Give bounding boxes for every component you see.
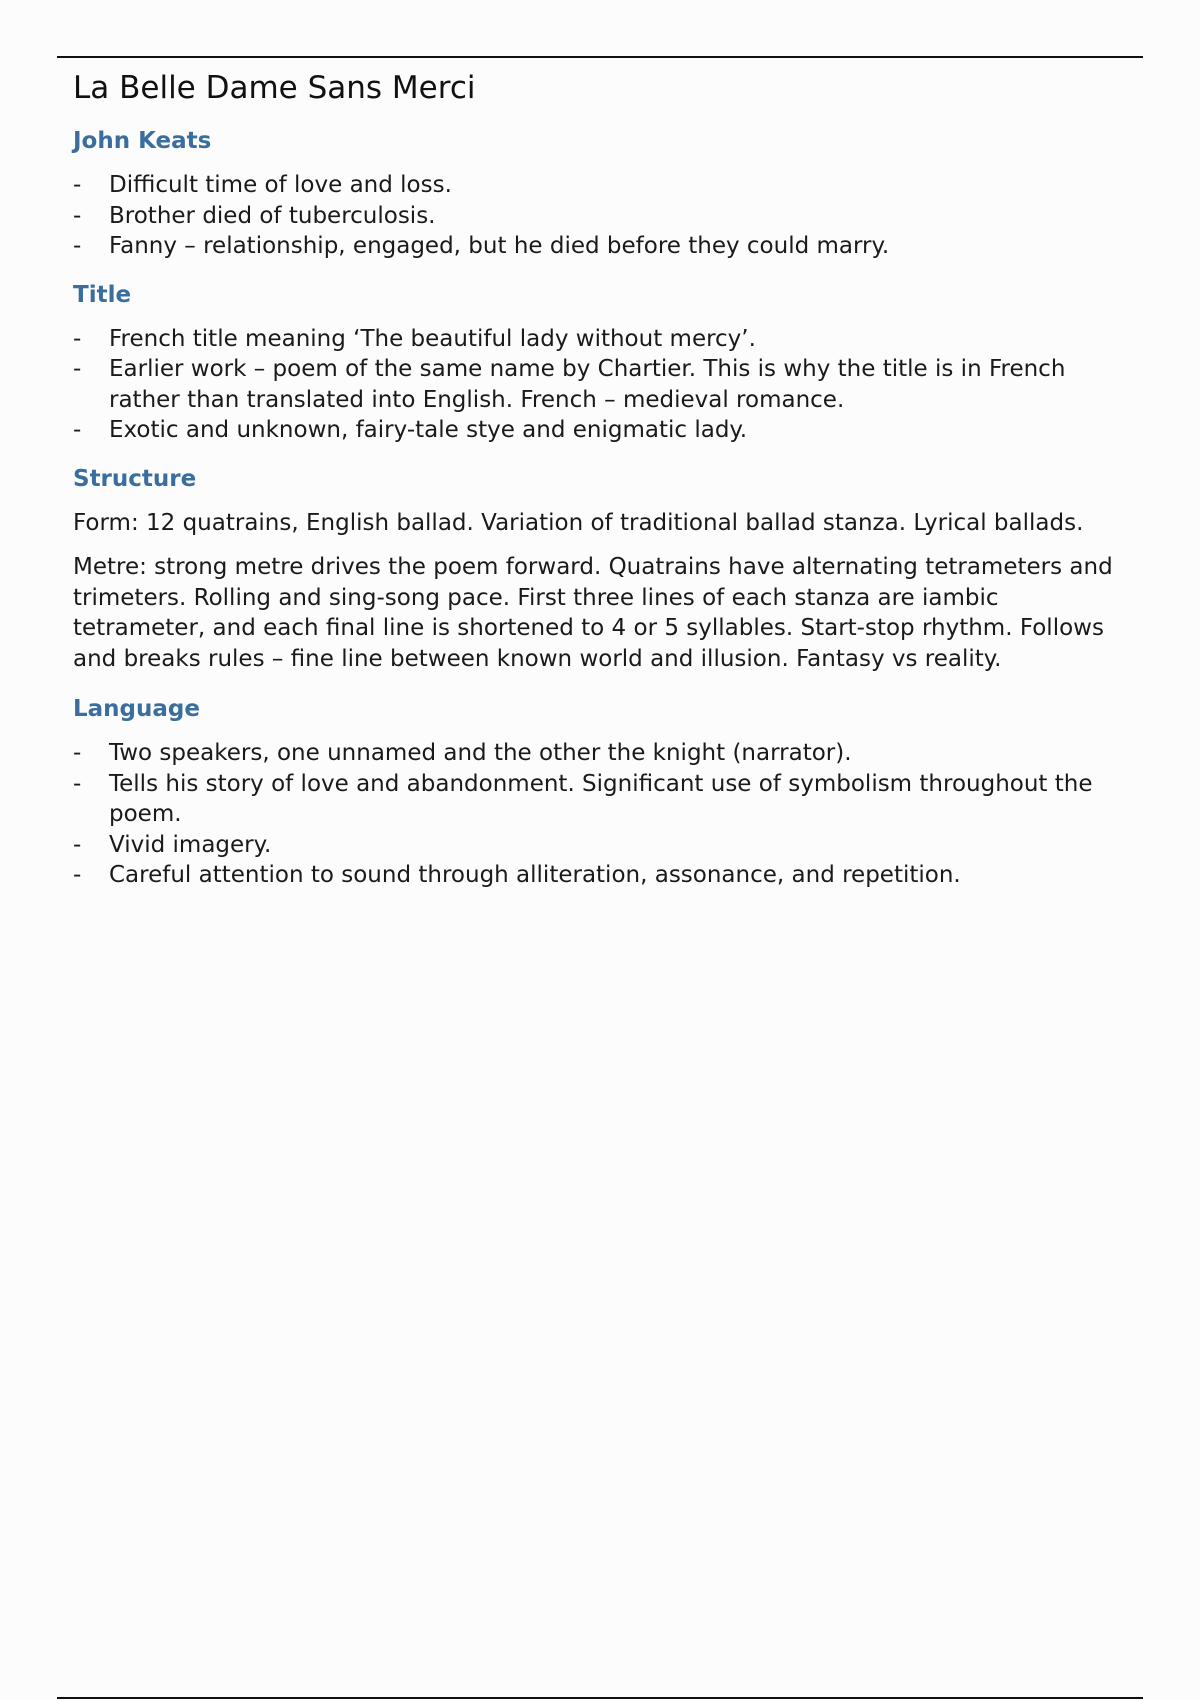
list-item-text: Earlier work – poem of the same name by Chartier. This is why the title is in French rather than translated into English. French – medieval romance.: [109, 356, 1066, 413]
bullet-dash: -: [73, 740, 82, 766]
bullet-dash: -: [73, 770, 82, 797]
bullet-dash: -: [73, 356, 82, 382]
title-list: [73, 324, 1123, 446]
structure-form-paragraph: Form: 12 quatrains, English ballad. Variation of traditional ballad stanza. Lyrical ballads.: [73, 509, 1084, 536]
list-item: [73, 170, 1123, 201]
bullet-dash: -: [73, 172, 82, 198]
list-item: [73, 231, 1123, 262]
bullet-dash: -: [73, 325, 82, 352]
list-item: [73, 738, 1123, 769]
list-item-text: Vivid imagery.: [109, 831, 272, 858]
bullet-dash: -: [73, 202, 82, 229]
list-item-text: Tells his story of love and abandonment. Significant use of symbolism throughout the poem.: [109, 770, 1093, 827]
section-heading-language: Language: [73, 696, 200, 722]
document-page: [73, 68, 1123, 909]
list-item-text: Two speakers, one unnamed and the other the knight (narrator).: [109, 740, 852, 766]
language-list: [73, 738, 1123, 891]
bottom-rule: [57, 1697, 1143, 1699]
bullet-dash: -: [73, 233, 82, 259]
john-keats-list: [73, 170, 1123, 262]
list-item: [73, 769, 1123, 830]
section-heading-john-keats: John Keats: [73, 128, 212, 154]
section-heading-structure: Structure: [73, 465, 197, 492]
list-item: [73, 201, 1123, 232]
list-item-text: French title meaning ‘The beautiful lady without mercy’.: [109, 325, 756, 352]
section-heading-title: Title: [73, 281, 132, 308]
list-item-text: Exotic and unknown, fairy-tale stye and enigmatic lady.: [109, 417, 748, 443]
list-item: [73, 830, 1123, 861]
bullet-dash: -: [73, 417, 82, 443]
top-rule: [57, 56, 1143, 58]
list-item-text: Difficult time of love and loss.: [109, 172, 452, 198]
list-item-text: Brother died of tuberculosis.: [109, 202, 436, 229]
bullet-dash: -: [73, 831, 82, 858]
document-title: La Belle Dame Sans Merci: [73, 70, 476, 106]
list-item-text: Careful attention to sound through alliteration, assonance, and repetition.: [109, 862, 961, 888]
list-item-text: Fanny – relationship, engaged, but he died before they could marry.: [109, 233, 890, 259]
structure-metre-paragraph: Metre: strong metre drives the poem forward. Quatrains have alternating tetrameters and trimeters. Rolling and sing-song pace. First three lines of each stanza are iambic tetrameter, and each final line is shortened to 4 or 5 syllables. Start-stop rhythm. Follows and breaks rules – fine line between known world and illusion. Fantasy vs reality.: [73, 554, 1113, 672]
list-item: [73, 354, 1123, 415]
bullet-dash: -: [73, 862, 82, 888]
list-item: [73, 860, 1123, 891]
list-item: [73, 415, 1123, 446]
list-item: [73, 324, 1123, 355]
